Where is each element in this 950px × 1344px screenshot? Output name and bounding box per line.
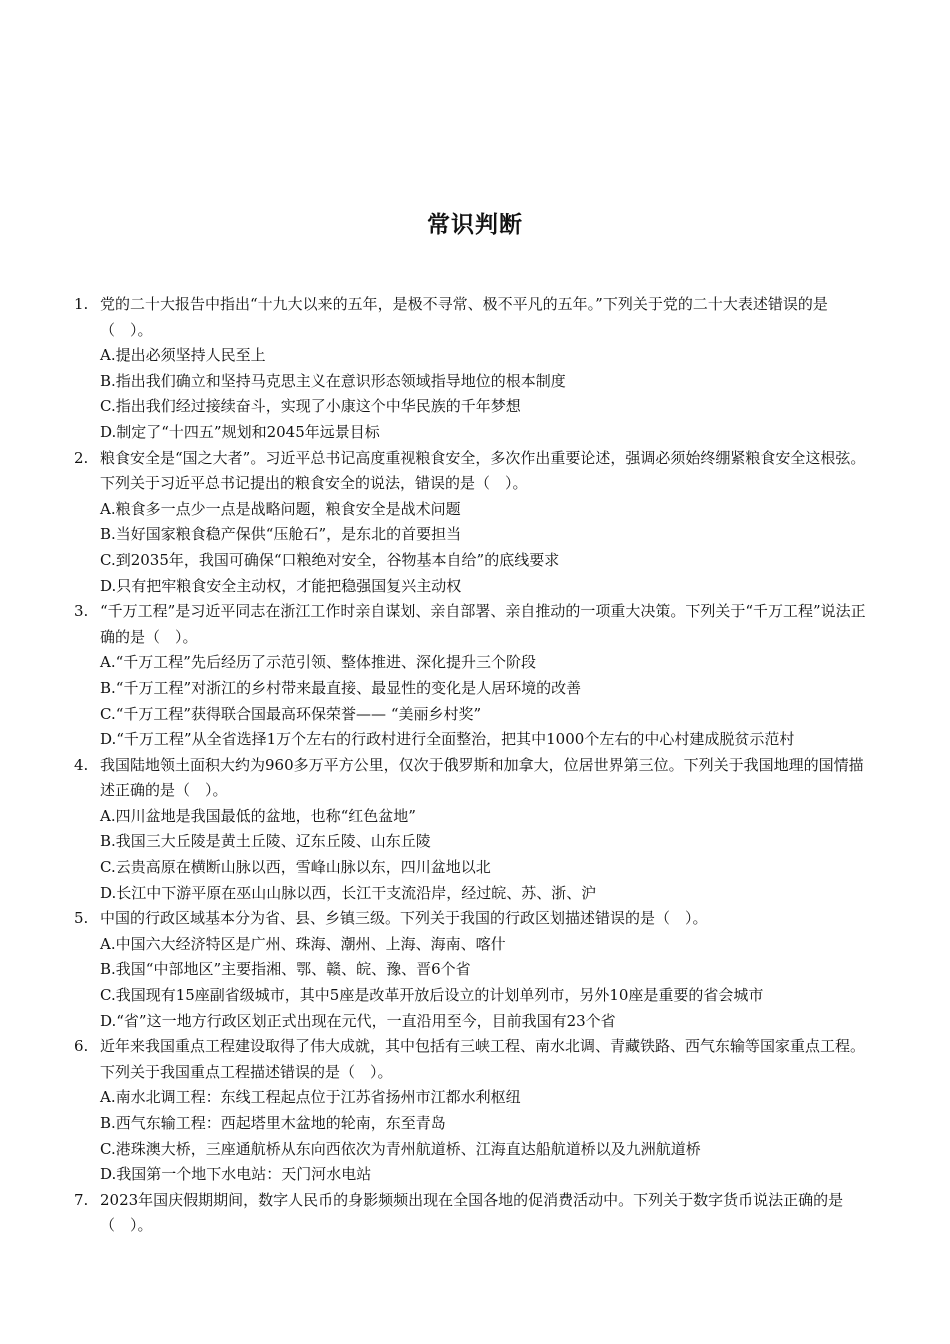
option-d: D.“千万工程”从全省选择1万个左右的行政村进行全面整治，把其中1000个左右的中心村建成脱贫示范村 — [100, 730, 795, 749]
option-b: B.我国“中部地区”主要指湘、鄂、赣、皖、豫、晋6个省 — [100, 960, 471, 979]
question-stem: 中国的行政区域基本分为省、县、乡镇三级。下列关于我国的行政区划描述错误的是（ ）。 — [100, 909, 708, 928]
question-number: 4. — [74, 755, 89, 774]
option-a: A.南水北调工程：东线工程起点位于江苏省扬州市江都水利枢纽 — [100, 1088, 521, 1107]
option-c: C.指出我们经过接续奋斗，实现了小康这个中华民族的千年梦想 — [100, 397, 521, 416]
option-d: D.制定了“十四五”规划和2045年远景目标 — [100, 422, 380, 441]
question-2 — [74, 446, 874, 600]
option-d: D.只有把牢粮食安全主动权，才能把稳强国复兴主动权 — [100, 576, 462, 595]
option-d: D.“省”这一地方行政区划正式出现在元代，一直沿用至今，目前我国有23个省 — [100, 1011, 616, 1030]
question-number: 6. — [74, 1037, 89, 1056]
page-title: 常识判断 — [427, 212, 523, 238]
option-c: C.港珠澳大桥，三座通航桥从东向西依次为青州航道桥、江海直达船航道桥以及九洲航道桥 — [100, 1139, 701, 1158]
option-a: A.粮食多一点少一点是战略问题，粮食安全是战术问题 — [100, 499, 461, 518]
question-stem: “千万工程”是习近平同志在浙江工作时亲自谋划、亲自部署、亲自推动的一项重大决策。下列关于“千万工程”说法正确的是（ ）。 — [100, 602, 866, 646]
question-number: 5. — [74, 909, 89, 928]
question-number: 2. — [74, 448, 89, 467]
option-b: B.“千万工程”对浙江的乡村带来最直接、最显性的变化是人居环境的改善 — [100, 678, 582, 697]
option-a: A.“千万工程”先后经历了示范引领、整体推进、深化提升三个阶段 — [100, 653, 536, 672]
option-b: B.我国三大丘陵是黄土丘陵、辽东丘陵、山东丘陵 — [100, 832, 431, 851]
option-b: B.西气东输工程：西起塔里木盆地的轮南，东至青岛 — [100, 1114, 446, 1132]
question-stem: 近年来我国重点工程建设取得了伟大成就，其中包括有三峡工程、南水北调、青藏铁路、西气东输等国家重点工程。下列关于我国重点工程描述错误的是（ ）。 — [100, 1037, 866, 1081]
question-stem: 我国陆地领土面积大约为960多万平方公里，仅次于俄罗斯和加拿大，位居世界第三位。下列关于我国地理的国情描述正确的是（ ）。 — [100, 755, 864, 800]
question-number: 3. — [74, 602, 89, 621]
question-5 — [74, 906, 874, 1034]
question-6 — [74, 1034, 874, 1188]
option-a: A.四川盆地是我国最低的盆地，也称“红色盆地” — [100, 806, 416, 825]
option-c: C.云贵高原在横断山脉以西，雪峰山脉以东，四川盆地以北 — [100, 858, 491, 877]
option-c: C.到2035年，我国可确保“口粮绝对安全，谷物基本自给”的底线要求 — [100, 550, 560, 569]
option-d: D.我国第一个地下水电站：天门河水电站 — [100, 1165, 372, 1184]
option-b: B.指出我们确立和坚持马克思主义在意识形态领域指导地位的根本制度 — [100, 371, 566, 390]
question-stem: 粮食安全是“国之大者”。习近平总书记高度重视粮食安全，多次作出重要论述，强调必须始终绷紧粮食安全这根弦。下列关于习近平总书记提出的粮食安全的说法，错误的是（ ）。 — [100, 448, 866, 493]
question-number: 7. — [74, 1190, 89, 1209]
question-list — [74, 292, 874, 1239]
option-b: B.当好国家粮食稳产保供“压舱石”，是东北的首要担当 — [100, 525, 462, 544]
option-d: D.长江中下游平原在巫山山脉以西，长江干支流沿岸，经过皖、苏、浙、沪 — [100, 883, 597, 902]
question-4 — [74, 753, 874, 907]
option-c: C.我国现有15座副省级城市，其中5座是改革开放后设立的计划单列市，另外10座是重要的省会城市 — [100, 986, 764, 1005]
question-stem: 2023年国庆假期期间，数字人民币的身影频频出现在全国各地的促消费活动中。下列关于数字货币说法正确的是（ ）。 — [100, 1190, 844, 1235]
option-c: C.“千万工程”获得联合国最高环保荣誉—— “美丽乡村奖” — [100, 704, 482, 723]
question-number: 1. — [74, 295, 89, 313]
question-3 — [74, 599, 874, 753]
question-1 — [74, 292, 874, 446]
option-a: A.提出必须坚持人民至上 — [100, 346, 266, 365]
option-a: A.中国六大经济特区是广州、珠海、潮州、上海、海南、喀什 — [100, 934, 506, 953]
question-stem: 党的二十大报告中指出“十九大以来的五年，是极不寻常、极不平凡的五年。”下列关于党的二十大表述错误的是（ ）。 — [100, 295, 828, 339]
question-7 — [74, 1188, 874, 1239]
